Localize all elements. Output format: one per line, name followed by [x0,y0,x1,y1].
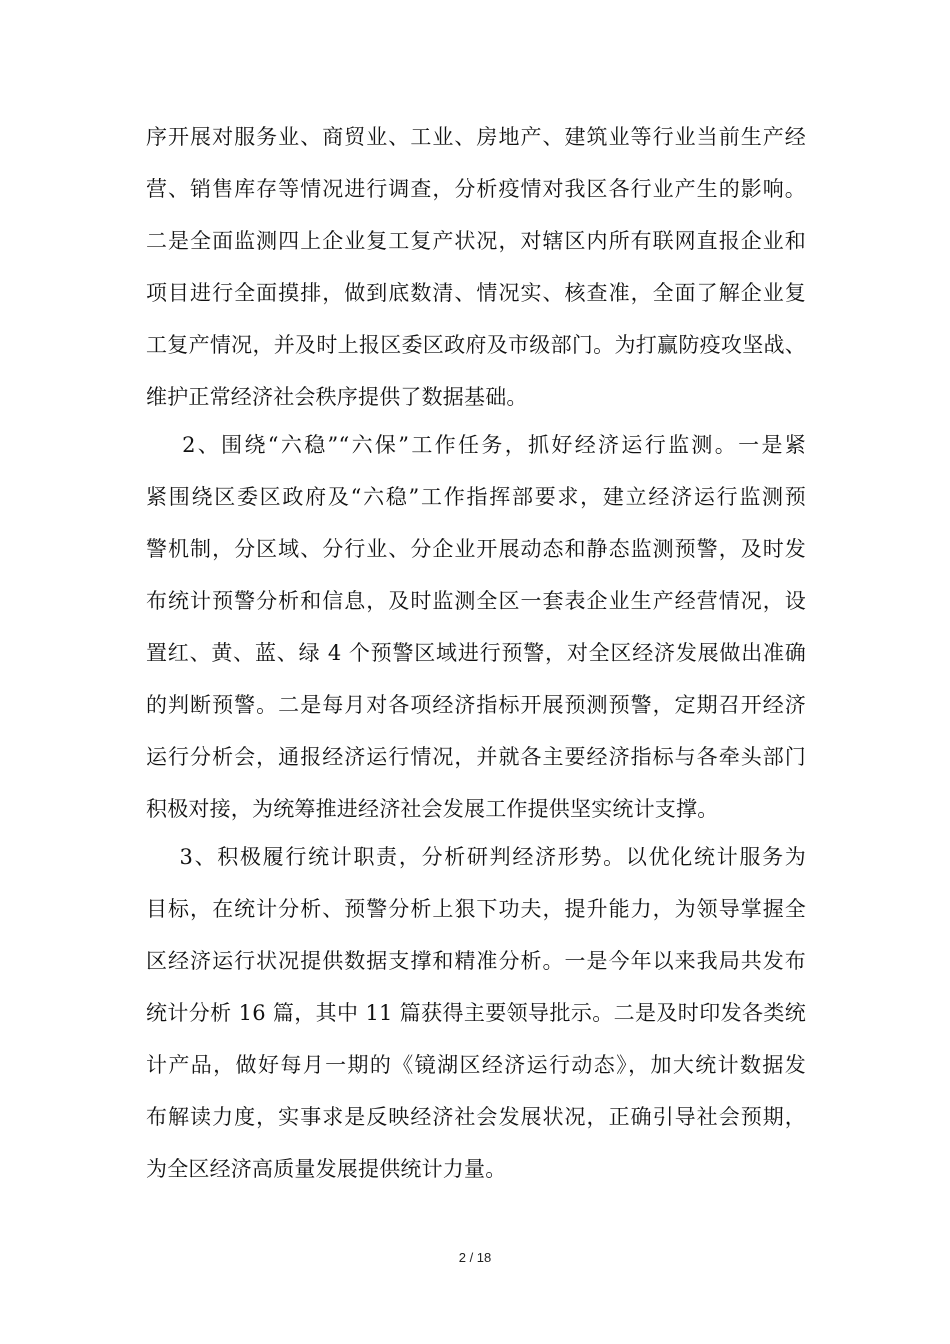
paragraph-3 [146,831,806,1195]
text-line: 项目进行全面摸排，做到底数清、情况实、核查准，全面了解企业复 [146,281,806,305]
text-line: 二是全面监测四上企业复工复产状况，对辖区内所有联网直报企业和 [146,229,806,253]
text-line: 积极对接，为统筹推进经济社会发展工作提供坚实统计支撑。 [146,797,719,821]
text-line: 3、积极履行统计职责，分析研判经济形势。以优化统计服务为 [146,845,806,869]
text-line: 紧围绕区委区政府及“六稳”工作指挥部要求，建立经济运行监测预 [146,485,806,509]
paragraph-2 [146,419,806,835]
paragraph-1 [146,111,806,423]
text-line: 区经济运行状况提供数据支撑和精准分析。一是今年以来我局共发布 [146,949,806,973]
text-line: 目标，在统计分析、预警分析上狠下功夫，提升能力，为领导掌握全 [146,897,806,921]
text-line: 统计分析 16 篇，其中 11 篇获得主要领导批示。二是及时印发各类统 [146,1001,806,1025]
text-line: 布解读力度，实事求是反映经济社会发展状况，正确引导社会预期， [146,1105,806,1129]
page-number: 2 / 18 [458,1250,492,1265]
text-line: 营、销售库存等情况进行调查，分析疫情对我区各行业产生的影响。 [146,177,806,201]
text-line: 序开展对服务业、商贸业、工业、房地产、建筑业等行业当前生产经 [146,125,806,149]
text-line: 警机制，分区域、分行业、分企业开展动态和静态监测预警，及时发 [146,537,806,561]
text-line: 2、围绕“六稳”“六保”工作任务，抓好经济运行监测。一是紧 [146,433,806,457]
text-line: 工复产情况，并及时上报区委区政府及市级部门。为打赢防疫攻坚战、 [146,333,806,357]
text-line: 置红、黄、蓝、绿 4 个预警区域进行预警，对全区经济发展做出准确 [146,641,806,665]
text-line: 运行分析会，通报经济运行情况，并就各主要经济指标与各牵头部门 [146,745,806,769]
text-line: 维护正常经济社会秩序提供了数据基础。 [146,385,528,409]
text-line: 为全区经济高质量发展提供统计力量。 [146,1157,507,1181]
text-line: 的判断预警。二是每月对各项经济指标开展预测预警，定期召开经济 [146,693,806,717]
text-line: 布统计预警分析和信息，及时监测全区一套表企业生产经营情况，设 [146,589,806,613]
text-line: 计产品，做好每月一期的《镜湖区经济运行动态》，加大统计数据发 [146,1053,806,1077]
